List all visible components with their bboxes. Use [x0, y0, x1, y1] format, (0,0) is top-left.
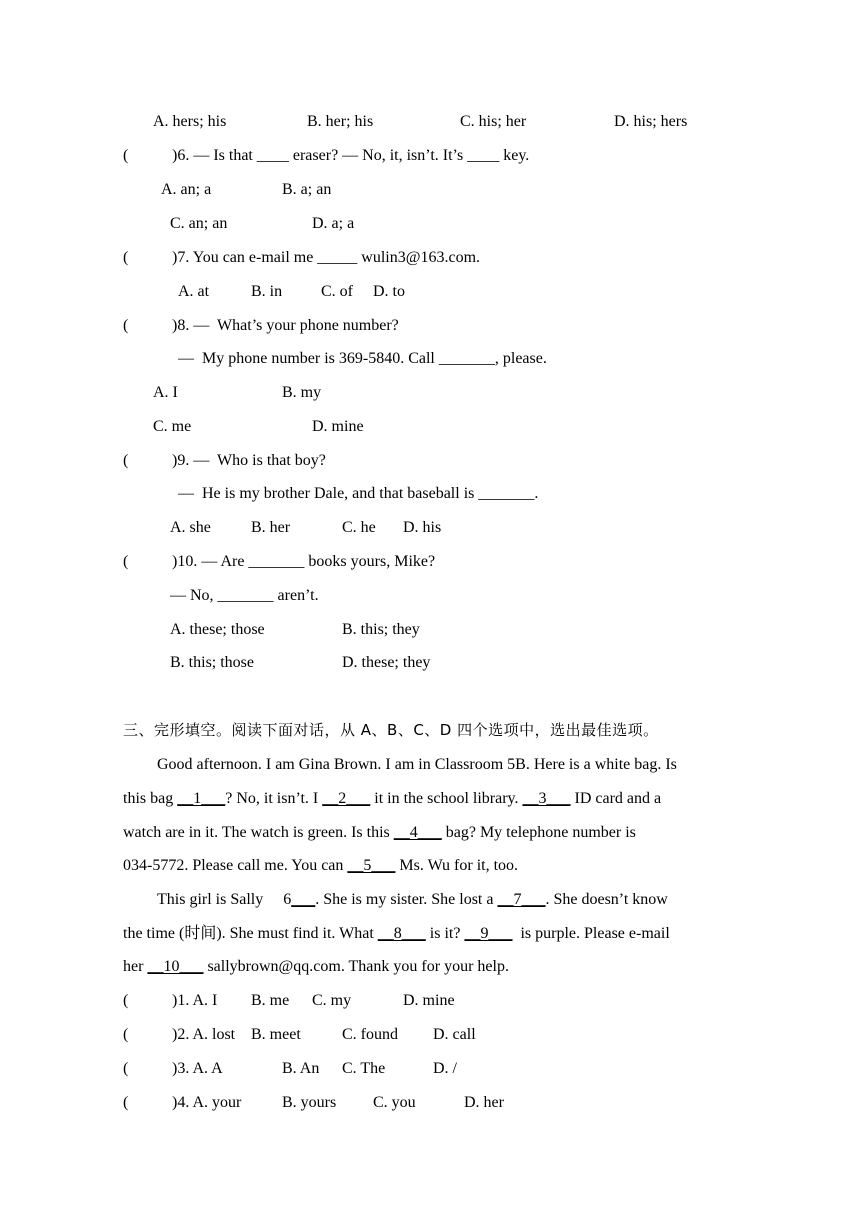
- q7-option-b: B. in: [251, 283, 283, 300]
- passage-line: Good afternoon. I am Gina Brown. I am in Classroom 5B. Here is a white bag. Is: [157, 756, 677, 773]
- blank-9: __9___: [464, 925, 513, 942]
- answer-paren: (: [123, 249, 129, 266]
- question-10-stem: )10. — Are _______ books yours, Mike?: [172, 553, 436, 570]
- option-a: A. hers; his: [153, 113, 227, 130]
- answer-paren: (: [123, 992, 129, 1009]
- blank-5: __5___: [347, 857, 396, 874]
- passage-line: [123, 924, 670, 944]
- passage-text: . She doesn’t know: [545, 891, 668, 908]
- cloze-2-option-d: D. call: [433, 1026, 476, 1043]
- answer-paren: (: [123, 1060, 129, 1077]
- option-b: B. her; his: [307, 113, 374, 130]
- passage-text: is purple. Please e-mail: [512, 925, 670, 942]
- answer-paren: (: [123, 1094, 129, 1111]
- passage-text: it in the school library.: [370, 790, 523, 807]
- blank-10: __10___: [147, 958, 204, 975]
- passage-line: [123, 823, 636, 843]
- answer-paren: (: [123, 1026, 129, 1043]
- cloze-1-option-b: B. me: [251, 992, 290, 1009]
- cloze-2-option-c: C. found: [342, 1026, 398, 1043]
- passage-line: [157, 890, 668, 910]
- question-9-reply: — He is my brother Dale, and that baseball is _______.: [178, 485, 539, 502]
- q10-option-a: A. these; those: [170, 621, 265, 638]
- q6-option-b: B. a; an: [282, 181, 332, 198]
- q9-option-b: B. her: [251, 519, 291, 536]
- q6-option-c: C. an; an: [170, 215, 228, 232]
- passage-line: [123, 856, 518, 876]
- q8-option-d: D. mine: [312, 418, 364, 435]
- cloze-1-option-c: C. my: [312, 992, 352, 1009]
- option-c: C. his; her: [460, 113, 527, 130]
- answer-paren: (: [123, 147, 129, 164]
- passage-line: [123, 789, 661, 809]
- blank-7: __7___: [497, 891, 546, 908]
- cloze-3-option-d: D. /: [433, 1060, 457, 1077]
- cloze-1-option-d: D. mine: [403, 992, 455, 1009]
- option-d: D. his; hers: [614, 113, 688, 130]
- cloze-3-option-b: B. An: [282, 1060, 320, 1077]
- question-7-stem: )7. You can e-mail me _____ wulin3@163.com.: [172, 249, 481, 266]
- blank-4: __4___: [393, 824, 442, 841]
- q8-option-b: B. my: [282, 384, 322, 401]
- passage-text: . She is my sister. She lost a: [315, 891, 498, 908]
- blank-1: __1___: [177, 790, 226, 807]
- passage-text: 034-5772. Please call me. You can: [123, 857, 348, 874]
- answer-paren: (: [123, 553, 129, 570]
- cloze-1-stem: )1. A. I: [172, 992, 218, 1009]
- blank-6: ___: [291, 891, 316, 908]
- passage-text: Ms. Wu for it, too.: [395, 857, 519, 874]
- cloze-4-option-c: C. you: [373, 1094, 416, 1111]
- passage-text: ID card and a: [570, 790, 662, 807]
- q9-option-d: D. his: [403, 519, 442, 536]
- q10-option-c: B. this; those: [170, 654, 255, 671]
- q8-option-c: C. me: [153, 418, 192, 435]
- blank-3: __3___: [522, 790, 571, 807]
- cloze-3-option-c: C. The: [342, 1060, 386, 1077]
- q6-option-a: A. an; a: [161, 181, 212, 198]
- passage-text: this bag: [123, 790, 178, 807]
- cloze-4-option-b: B. yours: [282, 1094, 337, 1111]
- q7-option-c: C. of: [321, 283, 353, 300]
- question-6-stem: )6. — Is that ____ eraser? — No, it, isn’t. It’s ____ key.: [172, 147, 530, 164]
- answer-paren: (: [123, 317, 129, 334]
- passage-text: is it?: [425, 925, 465, 942]
- question-10-reply: — No, _______ aren’t.: [170, 587, 319, 604]
- cloze-2-stem: )2. A. lost: [172, 1026, 236, 1043]
- passage-text: bag? My telephone number is: [441, 824, 636, 841]
- q7-option-d: D. to: [373, 283, 405, 300]
- q9-option-c: C. he: [342, 519, 376, 536]
- answer-paren: (: [123, 452, 129, 469]
- passage-text: her: [123, 958, 148, 975]
- q10-option-b: B. this; they: [342, 621, 420, 638]
- cloze-4-stem: )4. A. your: [172, 1094, 242, 1111]
- section-heading: 三、完形填空。阅读下面对话，从 A、B、C、D 四个选项中，选出最佳选项。: [123, 721, 659, 739]
- blank-2: __2___: [322, 790, 371, 807]
- q6-option-d: D. a; a: [312, 215, 355, 232]
- passage-text: the time (时间). She must find it. What: [123, 925, 378, 942]
- passage-line: [123, 957, 509, 977]
- q9-option-a: A. she: [170, 519, 211, 536]
- passage-text: sallybrown@qq.com. Thank you for your help.: [203, 958, 509, 975]
- passage-text: This girl is Sally 6: [157, 891, 292, 908]
- cloze-4-option-d: D. her: [464, 1094, 504, 1111]
- cloze-3-stem: )3. A. A: [172, 1060, 223, 1077]
- passage-text: ? No, it isn’t. I: [225, 790, 323, 807]
- passage-text: watch are in it. The watch is green. Is this: [123, 824, 394, 841]
- q8-option-a: A. I: [153, 384, 178, 401]
- question-8-stem: )8. — What’s your phone number?: [172, 317, 399, 334]
- question-9-stem: )9. — Who is that boy?: [172, 452, 326, 469]
- blank-8: __8___: [377, 925, 426, 942]
- question-8-reply: — My phone number is 369-5840. Call _______, please.: [178, 350, 547, 367]
- cloze-2-option-b: B. meet: [251, 1026, 301, 1043]
- q10-option-d: D. these; they: [342, 654, 431, 671]
- q7-option-a: A. at: [178, 283, 210, 300]
